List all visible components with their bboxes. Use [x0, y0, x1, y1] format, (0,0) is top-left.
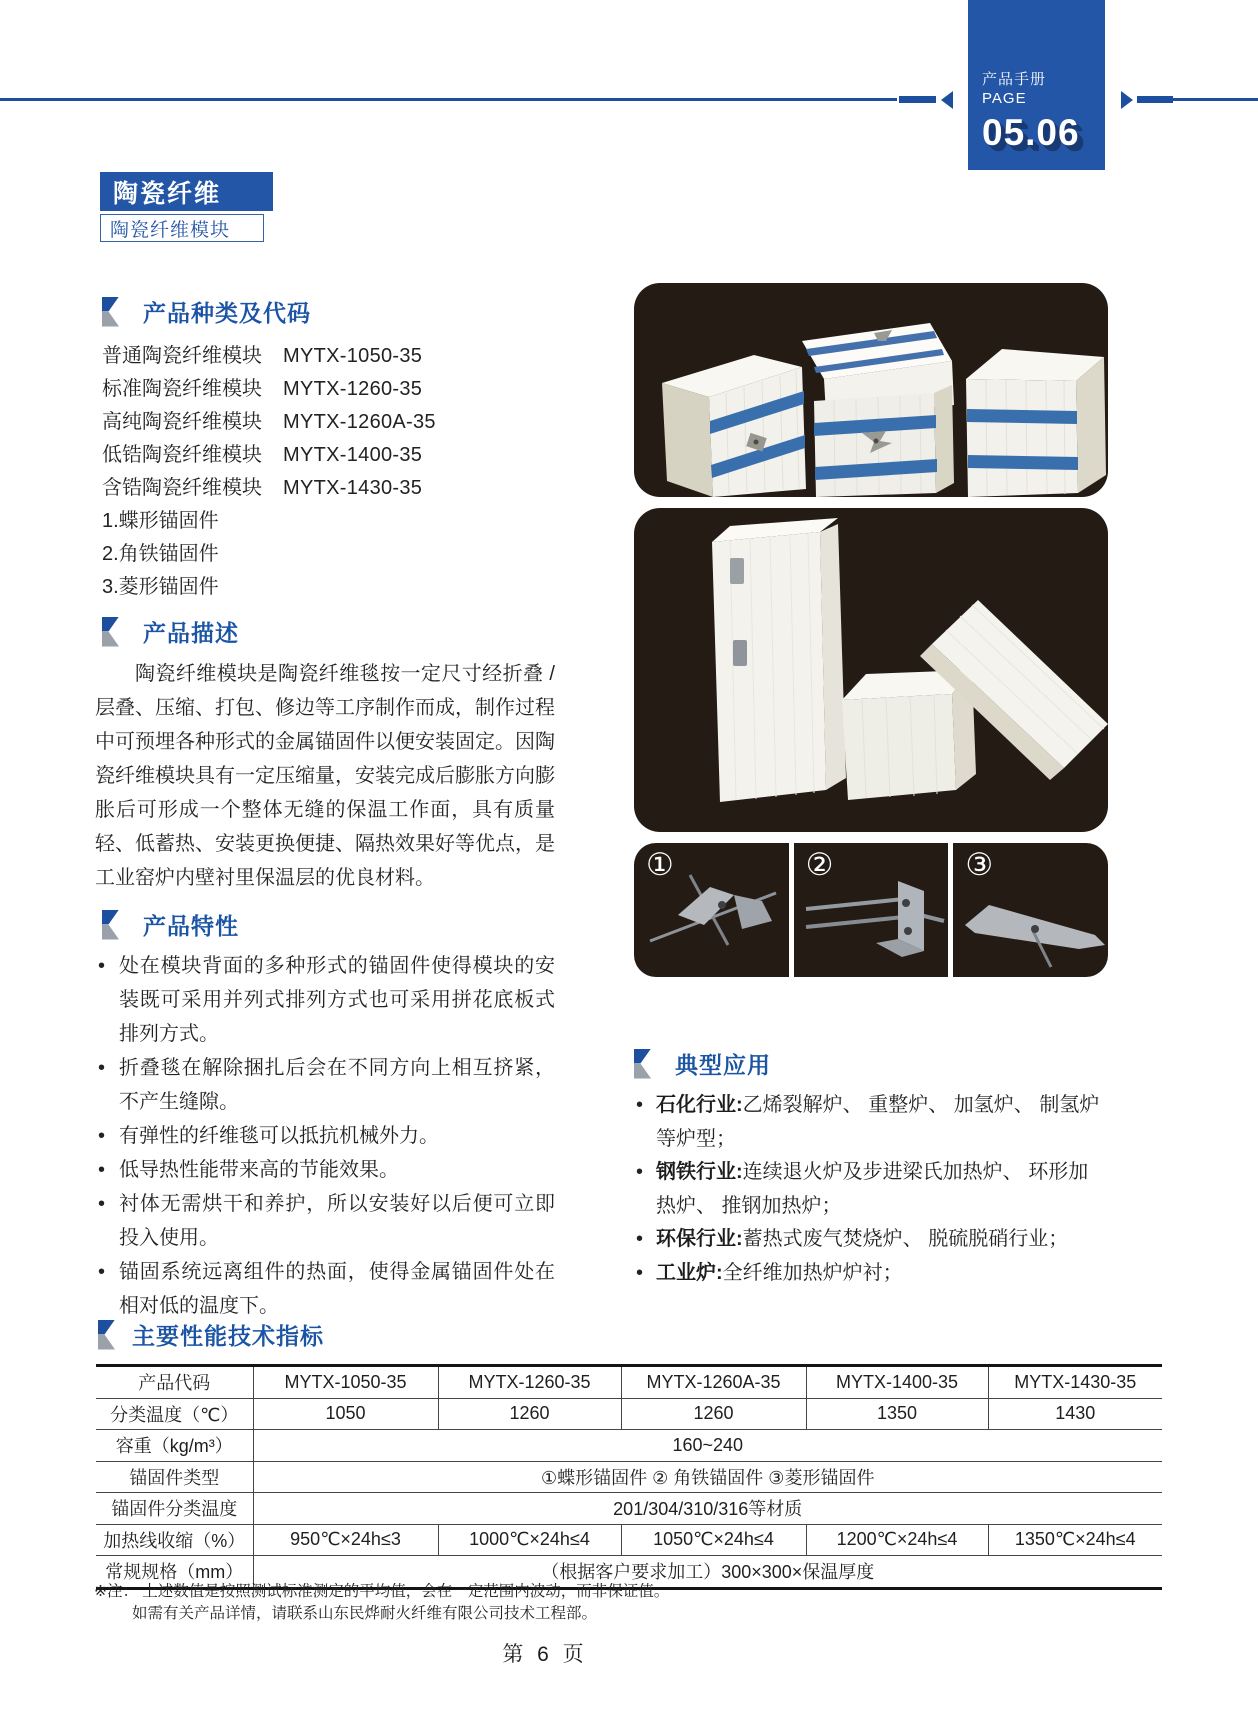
type-name: 普通陶瓷纤维模块: [102, 345, 262, 367]
type-row: [102, 340, 555, 373]
ribbon-marker-icon: [634, 1049, 651, 1079]
anchor-panel-diamond: [953, 843, 1108, 977]
type-name: 高纯陶瓷纤维模块: [102, 411, 262, 433]
triangle-left-icon: [941, 91, 953, 109]
table-row: [96, 1366, 1162, 1399]
application-list: [634, 1089, 1104, 1290]
feature-item: • 处在模块背面的多种形式的锚固件使得模块的安装既可采用并列式排列方式也可采用拼花底板式排列方式。: [95, 949, 555, 1051]
type-list: [102, 340, 555, 604]
application-item: [634, 1156, 1104, 1223]
header-rule-thick-left: [899, 96, 936, 103]
header-rule-thick-right: [1137, 96, 1173, 103]
cell: 1050: [253, 1398, 438, 1430]
application-item: [634, 1089, 1104, 1156]
panel-number: ①: [646, 847, 674, 882]
cell-span: 160~240: [253, 1430, 1162, 1462]
cell: MYTX-1400-35: [806, 1366, 988, 1399]
application-item: [634, 1257, 1104, 1291]
product-badge: 陶瓷纤维模块: [100, 214, 264, 242]
cell: 1350℃×24h≤4: [988, 1524, 1162, 1556]
cell: 1430: [988, 1398, 1162, 1430]
cell: MYTX-1260A-35: [621, 1366, 806, 1399]
section-title: 产品种类及代码: [143, 300, 311, 326]
page-label: PAGE: [982, 90, 1027, 107]
cell-span: 201/304/310/316等材质: [253, 1493, 1162, 1525]
category-badge: 陶瓷纤维: [100, 172, 273, 211]
type-code: MYTX-1050-35: [283, 345, 423, 367]
section-specs: [96, 1318, 1162, 1590]
anchor-panels: [634, 843, 1108, 977]
type-name: 含锆陶瓷纤维模块: [102, 477, 262, 499]
section-specs-heading: [98, 1318, 1162, 1351]
cell: 1200℃×24h≤4: [806, 1524, 988, 1556]
cell-span: （根据客户要求加工）300×300×保温厚度: [253, 1556, 1162, 1589]
row-label: 分类温度（℃）: [96, 1398, 253, 1430]
row-label: 加热线收缩（%）: [96, 1524, 253, 1556]
feature-item: • 衬体无需烘干和养护，所以安装好以后便可立即投入使用。: [95, 1187, 555, 1255]
section-title: 典型应用: [675, 1052, 771, 1078]
application-label: 钢铁行业:: [656, 1161, 743, 1183]
row-label: 产品代码: [96, 1366, 253, 1399]
cell: 1260: [621, 1398, 806, 1430]
section-features-heading: [102, 908, 555, 941]
panel-number: ②: [805, 847, 834, 882]
type-name: 低锆陶瓷纤维模块: [102, 444, 262, 466]
feature-item: • 折叠毯在解除捆扎后会在不同方向上相互挤紧，不产生缝隙。: [95, 1051, 555, 1119]
row-label: 锚固件分类温度: [96, 1493, 253, 1525]
cell-span: ①蝶形锚固件 ② 角铁锚固件 ③菱形锚固件: [253, 1461, 1162, 1493]
anchor-panel-angle-iron: [794, 843, 949, 977]
strapped-modules-illustration: [634, 283, 1108, 497]
feature-item: • 有弹性的纤维毯可以抵抗机械外力。: [95, 1119, 555, 1153]
manual-label: 产品手册: [982, 71, 1047, 88]
module-block-left: [662, 355, 806, 497]
cell: 950℃×24h≤3: [253, 1524, 438, 1556]
anchor-type-item: 3.菱形锚固件: [102, 576, 219, 598]
ribbon-marker-icon: [102, 297, 119, 327]
anchor-type-item: 1.蝶形锚固件: [102, 510, 219, 532]
left-column: [95, 295, 555, 1323]
anchor-panel-butterfly: [634, 843, 789, 977]
table-row: [96, 1430, 1162, 1462]
section-description-heading: [102, 615, 555, 648]
type-row: [102, 439, 555, 472]
type-row: [102, 406, 555, 439]
ribbon-marker-icon: [102, 617, 119, 647]
module-block-right: [966, 349, 1106, 497]
ribbon-marker-icon: [102, 910, 119, 940]
application-text: 蓄热式废气焚烧炉、 脱硫脱硝行业；: [742, 1228, 1069, 1250]
application-label: 工业炉:: [656, 1261, 723, 1284]
cell: 1350: [806, 1398, 988, 1430]
cell: 1000℃×24h≤4: [438, 1524, 621, 1556]
ribbon-marker-icon: [98, 1320, 115, 1350]
header-rule-thin-left: [0, 98, 897, 101]
description-paragraph: 陶瓷纤维模块是陶瓷纤维毯按一定尺寸经折叠 / 层叠、压缩、打包、修边等工序制作而成，制作过程中可预埋各种形式的金属锚固件以便安装固定。因陶瓷纤维模块具有一定压缩量，安装完成后膨胀方向膨胀后可形成一个整体无缝的保温工作面，具有质量轻、低蓄热、安装更换便捷、隔热效果好等优点，是工业窑炉内壁衬里保温层的优良材料。: [95, 663, 555, 889]
type-code: MYTX-1260A-35: [283, 411, 436, 433]
panel-number: ③: [965, 847, 994, 882]
photo-strapped-modules: [634, 283, 1108, 497]
wrapped-module-tall: [712, 518, 846, 802]
feature-item: • 低导热性能带来高的节能效果。: [95, 1153, 555, 1187]
page-number-box: [968, 0, 1105, 170]
type-code: MYTX-1260-35: [283, 378, 423, 400]
wrapped-modules-illustration: [634, 508, 1108, 832]
type-code: MYTX-1400-35: [283, 444, 423, 466]
application-text: 连续退火炉及步进梁氏加热炉、 环形加热炉、 推钢加热炉；: [656, 1161, 1089, 1217]
application-item: [634, 1223, 1104, 1257]
cell: 1050℃×24h≤4: [621, 1524, 806, 1556]
section-applications-heading: [634, 1047, 1108, 1080]
section-types-heading: [102, 295, 555, 328]
cell: 1260: [438, 1398, 621, 1430]
photo-wrapped-modules: [634, 508, 1108, 832]
type-row: [102, 373, 555, 406]
type-row: [102, 472, 555, 505]
page-number: 05.06: [982, 112, 1080, 153]
section-applications: [634, 1047, 1108, 1290]
section-title: 产品特性: [143, 913, 239, 939]
application-text: 全纤维加热炉炉衬；: [722, 1261, 903, 1284]
note-line: 如需有关产品详情，请联系山东民烨耐火纤维有限公司技术工程部。: [132, 1605, 598, 1622]
cell: MYTX-1050-35: [253, 1366, 438, 1399]
row-label: 锚固件类型: [96, 1461, 253, 1493]
table-row: [96, 1398, 1162, 1430]
triangle-right-icon: [1121, 91, 1133, 109]
section-title: 主要性能技术指标: [132, 1323, 324, 1349]
table-row: [96, 1493, 1162, 1525]
application-label: 环保行业:: [656, 1228, 743, 1250]
note-line: ※注： 上述数值是按照测试标准测定的平均值，会在一定范围内波动，而非保证值。: [94, 1583, 670, 1600]
feature-item: • 锚固系统远离组件的热面，使得金属锚固件处在相对低的温度下。: [95, 1255, 555, 1323]
cell: MYTX-1260-35: [438, 1366, 621, 1399]
cell: MYTX-1430-35: [988, 1366, 1162, 1399]
application-text: 乙烯裂解炉、 重整炉、 加氢炉、 制氢炉等炉型；: [656, 1094, 1100, 1150]
table-row: [96, 1524, 1162, 1556]
specs-table: [96, 1364, 1162, 1590]
table-notes: [94, 1581, 1094, 1625]
module-block-middle: [802, 323, 954, 497]
type-name: 标准陶瓷纤维模块: [102, 378, 262, 400]
row-label: 容重（kg/m³）: [96, 1430, 253, 1462]
table-row: [96, 1461, 1162, 1493]
right-column: [634, 283, 1108, 1290]
page-footer: 第 6 页: [502, 1643, 588, 1666]
type-code: MYTX-1430-35: [283, 477, 423, 499]
application-label: 石化行业:: [656, 1094, 743, 1116]
anchor-type-item: 2.角铁锚固件: [102, 543, 219, 565]
feature-list: [95, 949, 555, 1323]
row-label: 常规规格（mm）: [105, 1562, 244, 1583]
header-rule-thin-right: [1173, 98, 1258, 101]
section-title: 产品描述: [143, 620, 239, 646]
